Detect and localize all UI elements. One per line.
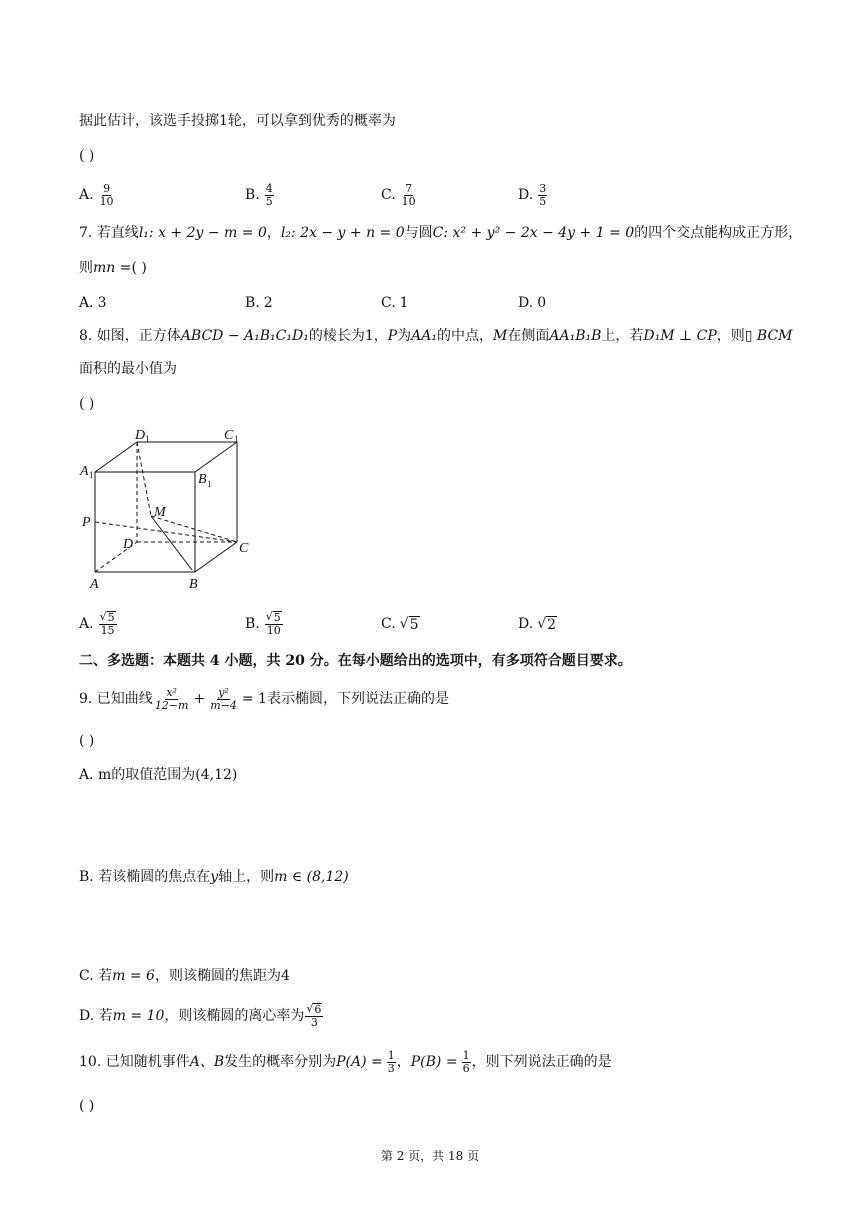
edge-bc <box>195 542 237 572</box>
fraction <box>387 1050 396 1075</box>
point-p: P <box>387 328 398 344</box>
option-value: 3 <box>97 295 107 311</box>
edge-a1d1 <box>95 442 137 472</box>
numerator <box>265 611 283 625</box>
q9-text: 表示椭圆，下列说法正确的是 <box>266 691 449 707</box>
option-text: ，则该椭圆的焦距为4 <box>154 968 290 984</box>
q7-option-a <box>79 288 106 318</box>
denominator: 15 <box>100 624 115 637</box>
numerator: 1 <box>462 1048 470 1062</box>
denominator: 5 <box>539 194 547 208</box>
y-axis-symbol: y <box>210 869 219 885</box>
line-l1-equation: l₁: x + 2y − m = 0 <box>138 225 267 241</box>
fraction <box>99 183 115 208</box>
label-a1-sub: 1 <box>89 470 94 480</box>
option-label: B. <box>245 187 260 203</box>
option-label: C. <box>381 187 396 203</box>
q7-paren: ( ) <box>131 260 147 276</box>
q8-text: 8. 如图，正方体 <box>79 328 181 344</box>
fraction <box>538 183 547 208</box>
q8-paren: ( ) <box>79 396 95 412</box>
q6-option-a <box>79 180 116 210</box>
numerator: x² <box>166 685 177 699</box>
sqrt: √ 6 <box>306 1002 322 1016</box>
denominator: 12−m <box>154 698 189 712</box>
events-ab: A、B <box>189 1054 225 1070</box>
q9-option-d <box>79 1001 324 1031</box>
radicand: 5 <box>107 611 115 624</box>
denominator: 10 <box>401 194 416 208</box>
radicand: 5 <box>273 611 281 624</box>
fraction <box>209 687 238 712</box>
denominator: m−4 <box>210 698 237 712</box>
label-c1: C <box>224 428 234 443</box>
q10-text: 10. 已知随机事件 <box>79 1054 190 1070</box>
option-label: C. <box>381 295 396 311</box>
denominator: 3 <box>387 1061 395 1075</box>
q8-option-a <box>79 609 118 639</box>
sqrt: √ 5 <box>265 610 281 624</box>
sqrt: √ 5 <box>399 615 419 633</box>
q8-line2: 面积的最小值为 <box>79 361 177 377</box>
separator: ， <box>266 225 281 241</box>
option-value: 1 <box>399 295 409 311</box>
option-label: D. <box>518 187 534 203</box>
q8-option-d <box>518 609 557 639</box>
q7-text: 则 <box>79 260 93 276</box>
q10-text: ，则下列说法正确的是 <box>471 1054 612 1070</box>
plus-sign: + <box>193 691 206 707</box>
q6-paren: ( ) <box>79 148 95 164</box>
option-label: D. <box>518 295 534 311</box>
denominator: 6 <box>462 1061 470 1075</box>
q9-text: 9. 已知曲线 <box>79 691 153 707</box>
section-heading: 二、多选题：本题共 4 小题，共 20 分。在每小题给出的选项中，有多项符合题目要求。 <box>79 653 632 669</box>
q6-text: 据此估计，该选手投掷1轮，可以拿到优秀的概率为 <box>79 113 396 129</box>
q7-text: 与圆 <box>404 225 433 241</box>
q7-option-b <box>245 288 273 318</box>
option-text: 轴上，则 <box>218 869 275 885</box>
label-b1: B <box>198 472 207 487</box>
q7-option-c <box>381 288 409 318</box>
numerator <box>99 611 117 625</box>
segment-pc <box>95 522 237 542</box>
option-label: B. <box>245 295 260 311</box>
separator: ， <box>396 1054 411 1070</box>
q8-text: 的棱长为1， <box>308 328 388 344</box>
edge-aa1: AA₁ <box>411 328 438 344</box>
q8-option-c <box>381 609 420 639</box>
radicand: 5 <box>409 616 419 633</box>
segment-d1m <box>137 442 151 516</box>
option-label: A. <box>79 295 94 311</box>
numerator: 7 <box>405 181 413 195</box>
q10-stem <box>79 1047 612 1077</box>
fraction <box>265 183 274 208</box>
q9-option-c <box>79 966 290 986</box>
q6-option-b <box>245 180 275 210</box>
numerator: y² <box>218 685 229 699</box>
label-c1-sub: 1 <box>234 434 239 444</box>
point-m: M <box>493 328 508 344</box>
q6-option-c <box>381 180 418 210</box>
q7-options <box>79 288 779 318</box>
q9-option-b <box>79 867 349 887</box>
label-d1-sub: 1 <box>145 434 150 444</box>
fraction <box>265 611 283 637</box>
label-b1-sub: 1 <box>207 479 212 489</box>
label-d: D <box>123 537 134 552</box>
denominator: 10 <box>99 194 114 208</box>
radicand: 6 <box>314 1003 322 1016</box>
q8-line1 <box>79 326 793 346</box>
q7-text: 7. 若直线 <box>79 225 139 241</box>
q6-option-d <box>518 180 548 210</box>
q9-stem <box>79 684 449 714</box>
face-name: AA₁B₁B <box>549 328 602 344</box>
label-a: A <box>90 577 99 592</box>
label-d1: D <box>135 428 146 443</box>
segment-mb <box>151 516 192 570</box>
q8-text: 的中点， <box>437 328 494 344</box>
numerator: 4 <box>265 181 273 195</box>
condition-expression: m = 10 <box>112 1008 165 1024</box>
option-label: D. <box>518 616 534 632</box>
q8-option-b <box>245 609 284 639</box>
q7-text: 的四个交点能构成正方形， <box>634 225 803 241</box>
label-m: M <box>154 505 166 520</box>
q9-option-a: A. m的取值范围为(4,12) <box>79 767 238 783</box>
q7-option-d <box>518 288 546 318</box>
range-expression: m ∈ (8,12) <box>274 869 349 885</box>
option-value: 0 <box>537 295 547 311</box>
numerator: 1 <box>387 1048 395 1062</box>
fraction <box>99 611 117 637</box>
triangle-bcm: ▯ BCM <box>744 328 793 344</box>
q7-line2 <box>79 258 147 278</box>
option-label: A. <box>79 616 94 632</box>
cube-name: ABCD − A₁B₁C₁D₁ <box>180 328 309 344</box>
fraction <box>462 1050 471 1075</box>
q7-line1 <box>79 223 802 243</box>
edge-b1c1 <box>195 442 237 472</box>
sqrt: √ 5 <box>99 610 115 624</box>
numerator <box>305 1003 323 1017</box>
option-text: ，则该椭圆的离心率为 <box>164 1008 305 1024</box>
option-label: B. <box>245 616 260 632</box>
line-l2-equation: l₂: 2x − y + n = 0 <box>280 225 405 241</box>
option-label: C. <box>381 616 396 632</box>
option-text: D. 若 <box>79 1008 113 1024</box>
denominator: 10 <box>266 624 281 637</box>
numerator: 9 <box>103 181 111 195</box>
q8-text: 上，若 <box>601 328 644 344</box>
label-a1: A <box>80 464 89 479</box>
q8-options <box>79 609 779 639</box>
q10-paren: ( ) <box>79 1098 95 1114</box>
option-value: 2 <box>263 295 273 311</box>
page-footer: 第 2 页，共 18 页 <box>380 1149 480 1163</box>
fraction <box>401 183 417 208</box>
label-p: P <box>82 515 91 530</box>
q8-text: ，则 <box>716 328 745 344</box>
option-text: C. 若 <box>79 968 113 984</box>
label-c: C <box>239 541 249 556</box>
q6-options <box>79 180 779 210</box>
prob-b: P(B) = <box>410 1054 458 1070</box>
perpendicular-condition: D₁M ⊥ CP <box>643 328 717 344</box>
fraction <box>154 687 190 712</box>
option-text: B. 若该椭圆的焦点在 <box>79 869 211 885</box>
cube-diagram <box>79 425 269 595</box>
q7-expression: mn = <box>93 260 132 276</box>
q9-paren: ( ) <box>79 733 95 749</box>
sqrt: √ 2 <box>537 615 557 633</box>
q8-text: 在侧面 <box>507 328 550 344</box>
denominator: 3 <box>310 1016 318 1029</box>
radicand: 2 <box>547 616 557 633</box>
label-b: B <box>189 577 198 592</box>
circle-equation: C: x² + y² − 2x − 4y + 1 = 0 <box>432 225 635 241</box>
denominator: 5 <box>265 194 273 208</box>
numerator: 3 <box>539 181 547 195</box>
q10-text: 发生的概率分别为 <box>224 1054 337 1070</box>
condition-expression: m = 6 <box>112 968 155 984</box>
cube-figure <box>79 425 269 595</box>
q8-text: 为 <box>397 328 412 344</box>
option-label: A. <box>79 187 94 203</box>
fraction <box>305 1003 323 1029</box>
equals-one: = 1 <box>241 691 267 707</box>
prob-a: P(A) = <box>336 1054 383 1070</box>
